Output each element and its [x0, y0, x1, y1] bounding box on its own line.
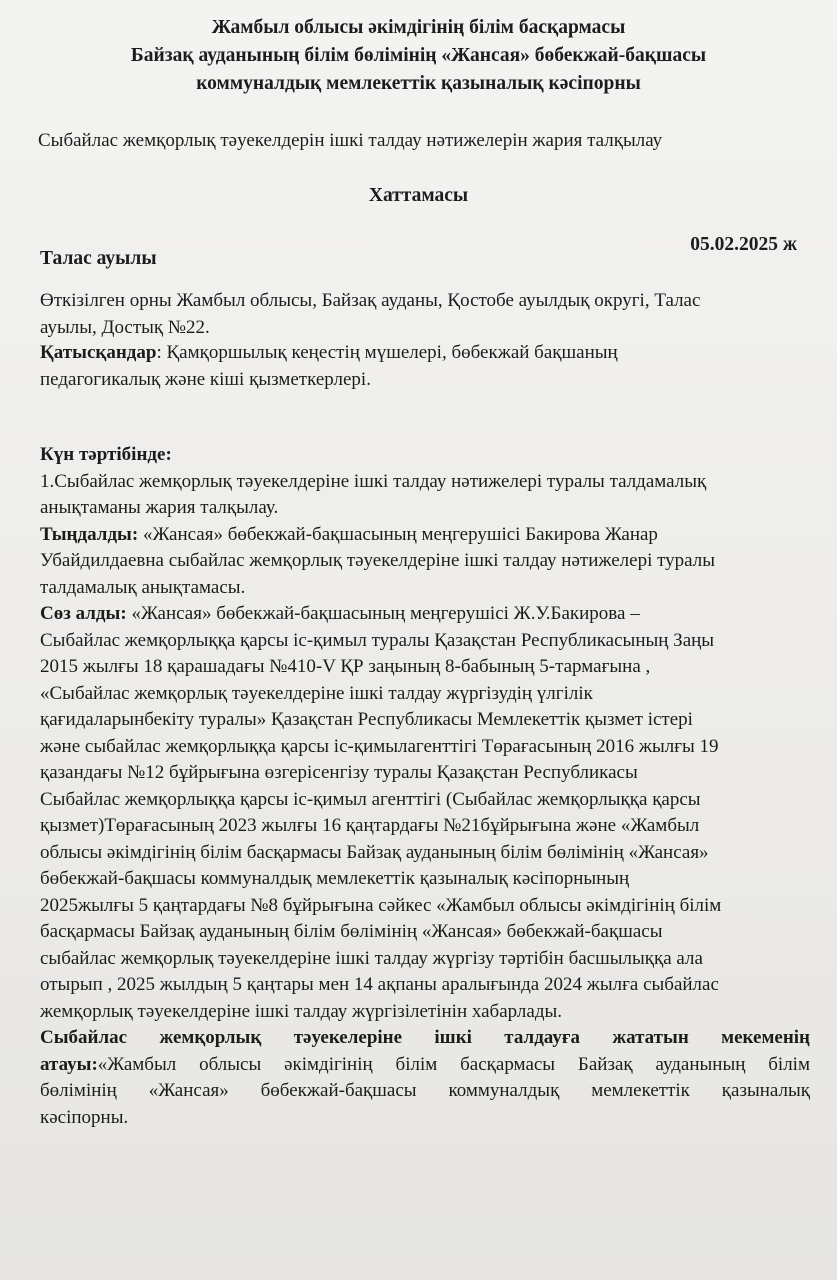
agenda-item-line-2: анықтаманы жария талқылау. [40, 497, 279, 518]
header-line-2: Байзақ ауданының білім бөлімінің «Жансая» бөбекжай-бақшасы [130, 45, 707, 66]
document-date: 05.02.2025 ж [690, 234, 797, 255]
spoke-line-3: 2015 жылғы 18 қарашадағы №410-V ҚР заңының 8-бабының 5-тармағына , [40, 656, 651, 677]
participants-line-2: педагогикалық және кіші қызметкерлері. [40, 368, 371, 390]
participants-line-1 [40, 340, 810, 367]
spoke-line-2: Сыбайлас жемқорлыққа қарсы іс-қимыл туралы Қазақстан Республикасының Заңы [40, 629, 715, 651]
institution-line-3: бөлімінің «Жансая» бөбекжай-бақшасы коммуналдық мемлекеттік қазыналық [40, 1080, 810, 1101]
heard-line-2: Убайдилдаевна сыбайлас жемқорлық тәуекелдеріне ішкі талдау нәтижелері туралы [40, 550, 716, 571]
participants-label: Қатысқандар [40, 342, 157, 363]
document-place: Талас ауылы [40, 248, 157, 269]
spoke-line-13: басқармасы Байзақ ауданының білім бөлімінің «Жансая» бөбекжай-бақшасы [40, 921, 663, 942]
location-line-1: Өткізілген орны Жамбыл облысы, Байзақ ауданы, Қостобе ауылдық округі, Талас [40, 290, 701, 311]
spoke-line-11: бөбекжай-бақшасы коммуналдық мемлекеттік қазыналық кәсіпорнының [40, 868, 630, 889]
spoke-label: Сөз алды: [40, 603, 127, 624]
heard-line-3: талдамалық анықтамасы. [40, 576, 246, 598]
agenda-heading: Күн тәртібінде: [40, 444, 172, 465]
location-line-2: ауылы, Достық №22. [40, 316, 210, 338]
institution-label-line: Сыбайлас жемқорлық тәуекелеріне ішкі талдауға жататын мекеменің [40, 1027, 810, 1048]
institution-line-4: кәсіпорны. [40, 1106, 129, 1128]
spoke-line-15: отырып , 2025 жылдың 5 қаңтары мен 14 ақпаны аралығында 2024 жылға сыбайлас [40, 974, 719, 995]
participants-paragraph [40, 340, 810, 393]
agenda-section [40, 442, 810, 1131]
institution-line-2: атауы:«Жамбыл облысы әкімдігінің білім басқармасы Байзақ ауданының білім [40, 1053, 810, 1075]
spoke-line-6: және сыбайлас жемқорлыққа қарсы іс-қимылагенттігі Төрағасының 2016 жылғы 19 [40, 735, 719, 757]
organization-header [0, 14, 837, 98]
document-title: Хаттамасы [368, 185, 469, 206]
header-line-3: коммуналдық мемлекеттік қазыналық кәсіпорны [196, 73, 641, 94]
spoke-line-12: 2025жылғы 5 қаңтардағы №8 бұйрығына сәйкес «Жамбыл облысы әкімдігінің білім [40, 894, 722, 916]
spoke-line-8: Сыбайлас жемқорлыққа қарсы іс-қимыл агенттігі (Сыбайлас жемқорлыққа қарсы [40, 788, 701, 810]
spoke-line-1: Сөз алды: «Жансая» бөбекжай-бақшасының меңгерушісі Ж.У.Бакирова – [40, 603, 640, 624]
spoke-line-10: облысы әкімдігінің білім басқармасы Байзақ ауданының білім бөлімінің «Жансая» [40, 841, 709, 863]
header-line-1: Жамбыл облысы әкімдігінің білім басқармасы [211, 17, 626, 38]
spoke-line-14: сыбайлас жемқорлық тәуекелдеріне ішкі талдау жүргізу тәртібін басшылыққа ала [40, 947, 703, 969]
spoke-line-4: «Сыбайлас жемқорлық тәуекелдеріне ішкі талдау жүргізудің үлгілік [40, 682, 593, 704]
spoke-line-5: қағидаларынбекіту туралы» Қазақстан Республикасы Мемлекеттік қызмет істері [40, 709, 693, 730]
agenda-item-line-1: 1.Сыбайлас жемқорлық тәуекелдеріне ішкі талдау нәтижелері туралы талдамалық [40, 470, 707, 492]
spoke-line-7: қазандағы №12 бұйрығына өзгерісенгізу туралы Қазақстан Республикасы [40, 762, 638, 783]
spoke-line-16: жемқорлық тәуекелдеріне ішкі талдау жүргізілетінін хабарлады. [40, 1000, 563, 1022]
institution-label: атауы: [40, 1053, 98, 1075]
participants-text-1: : Қамқоршылық кеңестің мүшелері, бөбекжай бақшаның [156, 342, 618, 363]
document-subtitle: Сыбайлас жемқорлық тәуекелдерін ішкі талдау нәтижелерін жария талқылау [38, 130, 663, 151]
heard-label: Тыңдалды: [40, 523, 139, 545]
spoke-line-9: қызмет)Төрағасының 2023 жылғы 16 қаңтардағы №21бұйрығына және «Жамбыл [40, 815, 700, 836]
heard-line-1: Тыңдалды: «Жансая» бөбекжай-бақшасының меңгерушісі Бакирова Жанар [40, 523, 658, 545]
location-paragraph [40, 288, 810, 341]
